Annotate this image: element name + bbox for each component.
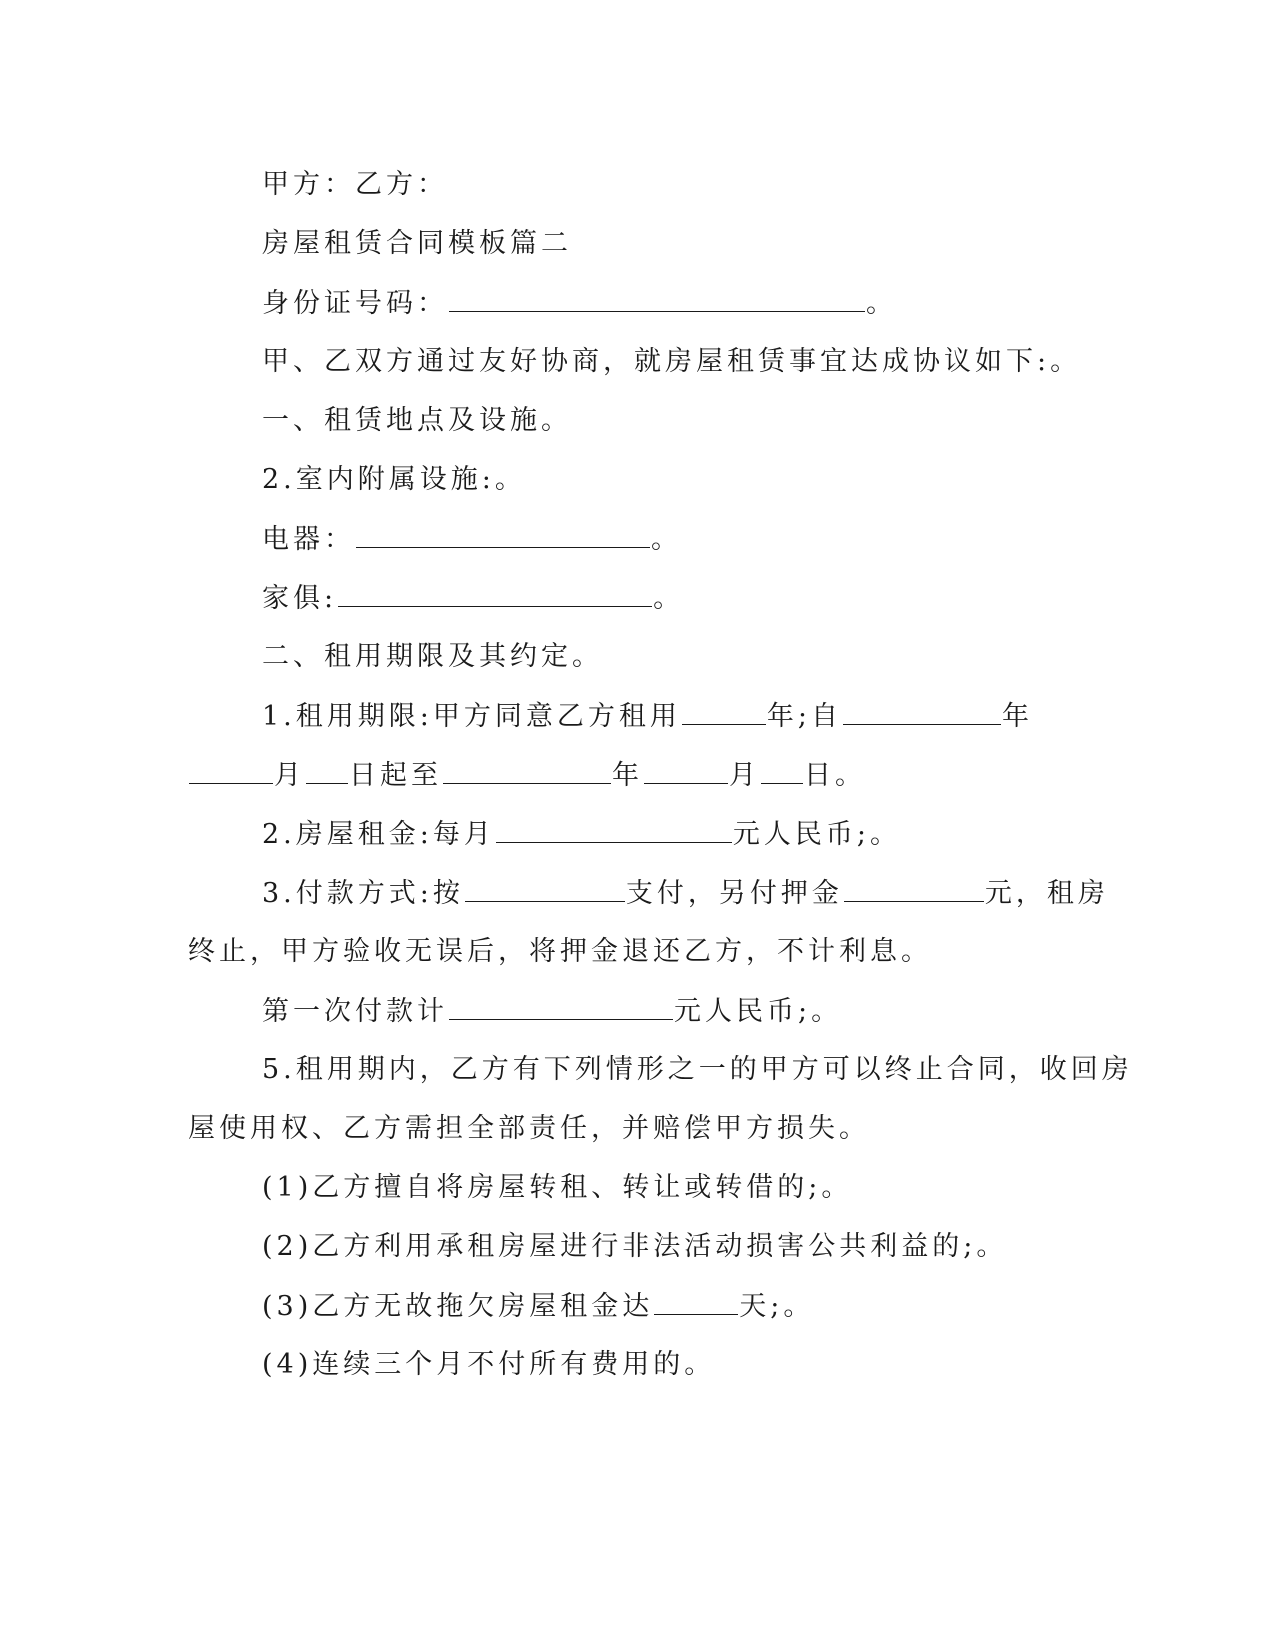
payment-line-2 bbox=[188, 934, 1088, 970]
appliances-line bbox=[262, 521, 1162, 558]
lease-term-line-1 bbox=[262, 698, 1162, 735]
rent-label: 2.房屋租金:每月 bbox=[262, 819, 495, 850]
payment-line-1 bbox=[262, 875, 1162, 912]
termination-line-2 bbox=[188, 1111, 1088, 1147]
clause-1-text: (1)乙方擅自将房屋转租、转让或转借的;。 bbox=[262, 1172, 853, 1203]
deposit-label: 支付，另付押金 bbox=[625, 878, 843, 909]
contract-title bbox=[262, 226, 1162, 262]
lease-years-blank[interactable] bbox=[682, 698, 766, 725]
clause-4 bbox=[262, 1347, 1162, 1383]
start-day-blank[interactable] bbox=[306, 757, 348, 784]
section-two-text: 二、租用期限及其约定。 bbox=[262, 641, 603, 672]
end-day-blank[interactable] bbox=[761, 757, 803, 784]
start-month-unit: 月 bbox=[274, 760, 305, 791]
start-year-unit: 年 bbox=[1001, 701, 1033, 732]
rent-line bbox=[262, 816, 1162, 853]
contract-title-text: 房屋租赁合同模板篇二 bbox=[262, 228, 572, 259]
end-day-unit: 日。 bbox=[804, 760, 866, 791]
rent-unit: 元人民币;。 bbox=[732, 819, 901, 850]
section-two-heading bbox=[262, 639, 1162, 675]
termination-line-1 bbox=[262, 1052, 1162, 1088]
lease-term-line-2 bbox=[188, 757, 1088, 794]
end-month-blank[interactable] bbox=[644, 757, 728, 784]
termination-text-2: 屋使用权、乙方需担全部责任，并赔偿甲方损失。 bbox=[188, 1113, 870, 1144]
clause-2 bbox=[262, 1229, 1162, 1265]
section-one-text: 一、租赁地点及设施。 bbox=[262, 405, 572, 436]
clause-1 bbox=[262, 1170, 1162, 1206]
section-one-heading bbox=[262, 403, 1162, 439]
id-number-blank[interactable] bbox=[449, 285, 865, 312]
deposit-unit: 元，租房 bbox=[984, 878, 1109, 909]
appliances-label: 电器： bbox=[262, 524, 355, 555]
first-payment-unit: 元人民币;。 bbox=[674, 996, 843, 1027]
first-payment-blank[interactable] bbox=[449, 993, 673, 1020]
facilities-text: 2.室内附属设施:。 bbox=[262, 464, 526, 495]
deposit-refund-text: 终止，甲方验收无误后，将押金退还乙方，不计利息。 bbox=[188, 936, 932, 967]
id-number-end: 。 bbox=[866, 288, 897, 319]
termination-text-1: 5.租用期内，乙方有下列情形之一的甲方可以终止合同，收回房 bbox=[262, 1054, 1133, 1085]
appliances-blank[interactable] bbox=[356, 521, 650, 548]
agreement-intro bbox=[262, 344, 1162, 380]
parties-text: 甲方：乙方： bbox=[262, 169, 448, 200]
id-number-line bbox=[262, 285, 1162, 322]
furniture-line bbox=[262, 580, 1162, 617]
furniture-label: 家俱: bbox=[262, 583, 338, 614]
start-month-blank[interactable] bbox=[189, 757, 273, 784]
first-payment-line bbox=[262, 993, 1162, 1030]
payment-method-blank[interactable] bbox=[465, 875, 625, 902]
end-year-unit: 年 bbox=[612, 760, 643, 791]
clause-3 bbox=[262, 1288, 1162, 1325]
payment-method-label: 3.付款方式:按 bbox=[262, 878, 464, 909]
deposit-amount-blank[interactable] bbox=[844, 875, 984, 902]
end-year-blank[interactable] bbox=[443, 757, 611, 784]
clause-4-text: (4)连续三个月不付所有费用的。 bbox=[262, 1349, 716, 1380]
facilities-line bbox=[262, 462, 1162, 498]
clause-3-unit: 天;。 bbox=[739, 1291, 815, 1322]
lease-from-label: 年;自 bbox=[766, 701, 842, 732]
rent-amount-blank[interactable] bbox=[496, 816, 732, 843]
first-payment-label: 第一次付款计 bbox=[262, 996, 448, 1027]
overdue-days-blank[interactable] bbox=[654, 1288, 738, 1315]
agreement-intro-text: 甲、乙双方通过友好协商，就房屋租赁事宜达成协议如下:。 bbox=[262, 346, 1082, 377]
furniture-blank[interactable] bbox=[338, 580, 652, 607]
end-month-unit: 月 bbox=[729, 760, 760, 791]
furniture-end: 。 bbox=[653, 583, 685, 614]
appliances-end: 。 bbox=[651, 524, 682, 555]
id-number-label: 身份证号码： bbox=[262, 288, 448, 319]
clause-2-text: (2)乙方利用承租房屋进行非法活动损害公共利益的;。 bbox=[262, 1231, 1008, 1262]
parties-line bbox=[262, 167, 1162, 203]
start-day-to-label: 日起至 bbox=[349, 760, 442, 791]
clause-3-label: (3)乙方无故拖欠房屋租金达 bbox=[262, 1291, 654, 1322]
start-year-blank[interactable] bbox=[843, 698, 1001, 725]
lease-term-label: 1.租用期限:甲方同意乙方租用 bbox=[262, 701, 681, 732]
